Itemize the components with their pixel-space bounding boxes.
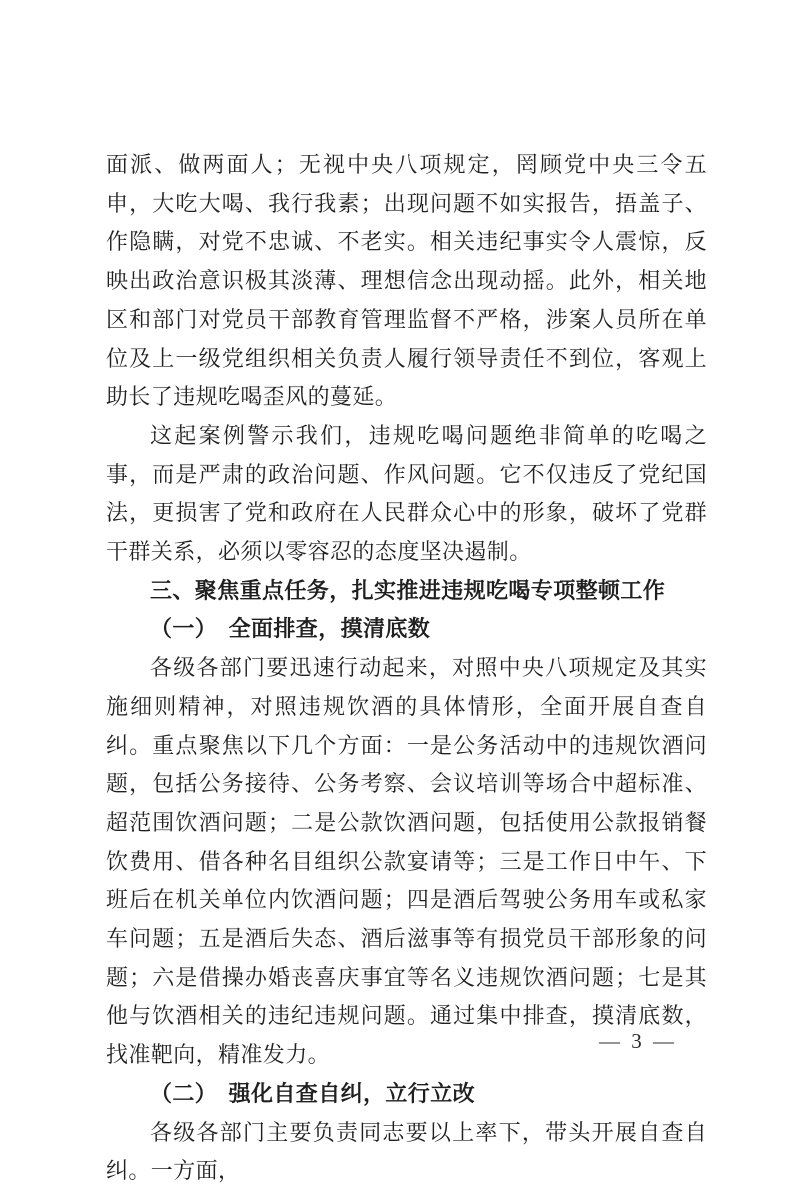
paragraph-self-check: 各级各部门主要负责同志要以上率下，带头开展自查自纠。一方面， — [106, 1119, 707, 1184]
paragraph-continuation: 面派、做两面人；无视中央八项规定，罔顾党中央三令五申，大吃大喝、我行我素；出现问题不如实报告，捂盖子、作隐瞒，对党不忠诚、不老实。相关违纪事实令人震惊，反映出政治意识极其淡薄、理想信念出现动摇。此外，相关地区和部门对党员干部教育管理监督不严格，涉案人员所在单位及上一级党组织相关负责人履行领导责任不到位，客观上助长了违规吃喝歪风的蔓延。 — [106, 152, 707, 410]
paragraph-case-warning: 这起案例警示我们，违规吃喝问题绝非简单的吃喝之事，而是严肃的政治问题、作风问题。它不仅违反了党纪国法，更损害了党和政府在人民群众心中的形象，破坏了党群干群关系，必须以零容忍的态度坚决遏制。 — [106, 422, 707, 565]
sub-heading-one: （一） 全面排查，摸清底数 — [150, 616, 431, 642]
page-number: — 3 — — [599, 1029, 677, 1053]
sub-heading-two: （二） 强化自查自纠，立行立改 — [150, 1080, 476, 1106]
paragraph-investigation-scope: 各级各部门要迅速行动起来，对照中央八项规定及其实施细则精神，对照违规饮酒的具体情形，全面开展自查自纠。重点聚焦以下几个方面：一是公务活动中的违规饮酒问题，包括公务接待、公务考察、会议培训等场合中超标准、超范围饮酒问题；二是公款饮酒问题，包括使用公款报销餐饮费用、借各种名目组织公款宴请等；三是工作日中午、下班后在机关单位内饮酒问题；四是酒后驾驶公务用车或私家车问题；五是酒后失态、酒后滋事等有损党员干部形象的问题；六是借操办婚丧喜庆事宜等名义违规饮酒问题；七是其他与饮酒相关的违纪违规问题。通过集中排查，摸清底数，找准靶向，精准发力。 — [106, 655, 707, 1068]
section-heading-three: 三、聚焦重点任务，扎实推进违规吃喝专项整顿工作 — [150, 577, 666, 603]
